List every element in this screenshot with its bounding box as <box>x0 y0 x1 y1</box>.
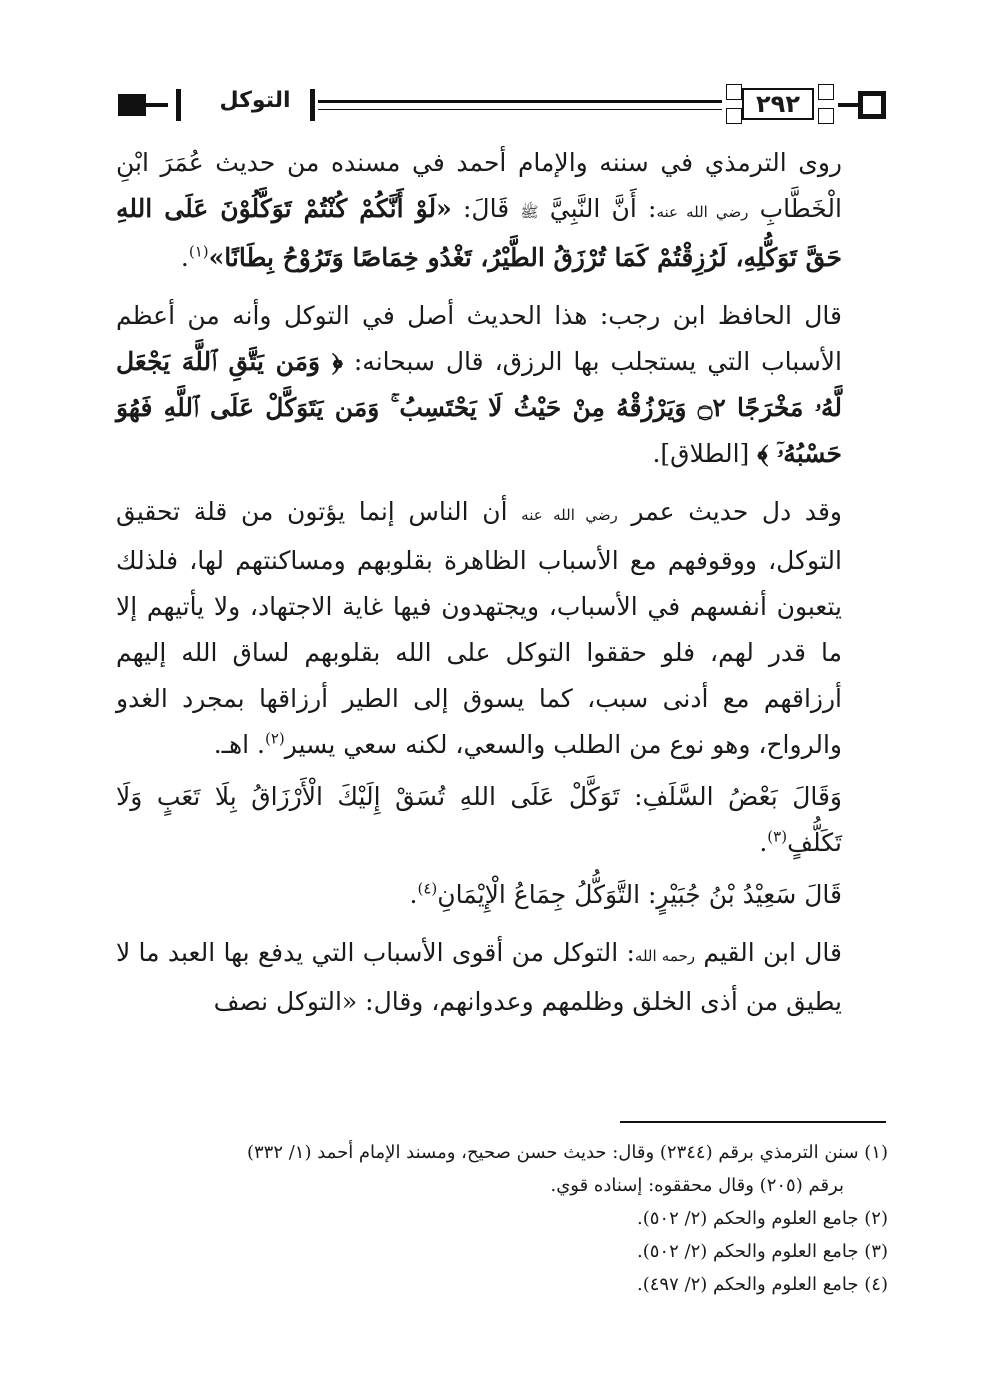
header-divider-bar <box>310 89 315 121</box>
footnote-ref[interactable]: (١) <box>188 242 209 261</box>
frame-corner-ornament <box>818 108 834 124</box>
text-run: وقد دل حديث عمر <box>617 497 842 526</box>
text-run: روى الترمذي في سننه والإمام أحمد في مسنده من حديث عُمَرَ ابْنِ الْخَطَّابِ <box>116 148 842 223</box>
hadith-quote: «لَوْ أَنَّكُمْ كُنْتُمْ تَوَكَّلُوْنَ عَلَى اللهِ حَقَّ تَوَكُّلِهِ، لَرُزِقْتُمْ كَمَا تُرْزَقُ الطَّيْرُ، تَغْدُو خِمَاصًا وَتَرُوْحُ بِطَانًا» <box>116 194 842 272</box>
footnote-3: (٣) جامع العلوم والحكم (٢/ ٥٠٢). <box>637 1241 888 1262</box>
text-run: قال ابن القيم <box>695 938 842 967</box>
honorific: رحمه الله <box>634 947 696 965</box>
footnotes <box>120 1136 888 1301</box>
footnote-1-continued: برقم (٢٠٥) وقال محققوه: إسناده قوي. <box>550 1175 844 1196</box>
honorific: ﷺ <box>520 203 539 221</box>
text-run: : التوكل من أقوى الأسباب التي يدفع بها العبد ما لا يطيق من أذى الخلق وظلمهم وعدوانهم، وقال: «التوكل نصف <box>116 938 842 1016</box>
paragraph-hadith <box>116 140 888 281</box>
frame-corner-ornament <box>726 84 742 100</box>
text-run: : أَنَّ النَّبِيَّ <box>538 194 657 223</box>
header-ornament-line <box>146 103 168 107</box>
text-run: . <box>180 243 189 272</box>
header-divider-bar <box>176 89 181 121</box>
footnote-1: (١) سنن الترمذي برقم (٢٣٤٤) وقال: حديث حسن صحيح، ومسند الإمام أحمد (١/ ٣٣٢) <box>246 1142 888 1163</box>
page-number: ٢٩٢ <box>742 88 814 120</box>
honorific: رضي الله عنه <box>656 203 749 221</box>
text-run: . اهـ. <box>213 730 265 759</box>
footnote-ref[interactable]: (٢) <box>264 729 285 748</box>
honorific: رضي الله عنه <box>521 506 618 524</box>
footnote-separator <box>620 1121 886 1123</box>
footnote-ref[interactable]: (٣) <box>767 827 788 846</box>
footnote-ref[interactable]: (٤) <box>417 879 438 898</box>
header-ornament-square <box>858 91 886 119</box>
header-ornament-block <box>118 94 146 116</box>
text-run: قال الحافظ ابن رجب: هذا الحديث أصل في التوكل وأنه من أعظم الأسباب التي يستجلب بها الرزق، قال سبحانه: <box>116 301 842 376</box>
paragraph-umar <box>116 489 888 768</box>
quran-verse: ﴿ وَمَن يَتَّقِ ٱللَّهَ يَجْعَل لَّهُۥ مَخْرَجًا ۝٢ وَيَرْزُقْهُ مِنْ حَيْثُ لَا يَحْتَسِبُ ۚ وَمَن يَتَوَكَّلْ عَلَى ٱللَّهِ فَهُوَ حَسْبُهُۥٓ ﴾ <box>116 347 842 468</box>
text-run: . <box>409 880 418 909</box>
text-run: . <box>759 828 768 857</box>
paragraph-salaf <box>116 774 888 866</box>
main-text <box>116 140 888 1037</box>
text-run: أن الناس إنما يؤتون من قلة تحقيق التوكل، ووقوفهم مع الأسباب الظاهرة بقلوبهم ومساكنتهم لها، فلذلك يتعبون أنفسهم في الأسباب، ويجتهدون فيها غاية الاجتهاد، ولا يأتيهم إلا ما قدر لهم، فلو حققوا التوكل على الله بقلوبهم لساق الله إليهم أرزاقهم مع أدنى سبب، كما يسوق إلى الطير أرزاقها بمجرد الغدو والرواح، وهو نوع من الطلب والسعي، لكنه سعي يسير <box>116 497 842 759</box>
chapter-title: التوكل <box>219 88 291 113</box>
text-run: قَالَ: <box>451 194 521 223</box>
header-ornament-line <box>838 103 858 107</box>
text-run: [الطلاق]. <box>652 439 758 468</box>
footnote-4: (٤) جامع العلوم والحكم (٢/ ٤٩٧). <box>637 1274 888 1295</box>
text-run: قَالَ سَعِيْدُ بْنُ جُبَيْرٍ: التَّوَكُّلُ جِمَاعُ الْإِيْمَانِ <box>437 880 842 909</box>
paragraph-ibn-qayyim <box>116 930 888 1025</box>
page-header <box>118 84 888 124</box>
paragraph-said <box>116 872 888 918</box>
header-double-rule <box>318 100 722 110</box>
frame-corner-ornament <box>818 84 834 100</box>
footnote-2: (٢) جامع العلوم والحكم (٢/ ٥٠٢). <box>637 1208 888 1229</box>
frame-corner-ornament <box>726 108 742 124</box>
paragraph-ibn-rajab <box>116 293 888 477</box>
text-run: وَقَالَ بَعْضُ السَّلَفِ: تَوَكَّلْ عَلَى اللهِ تُسَقْ إِلَيْكَ الْأَرْزَاقُ بِلَا تَعَبٍ وَلَا تَكَلُّفٍ <box>116 782 842 857</box>
page-number-frame <box>724 84 836 124</box>
